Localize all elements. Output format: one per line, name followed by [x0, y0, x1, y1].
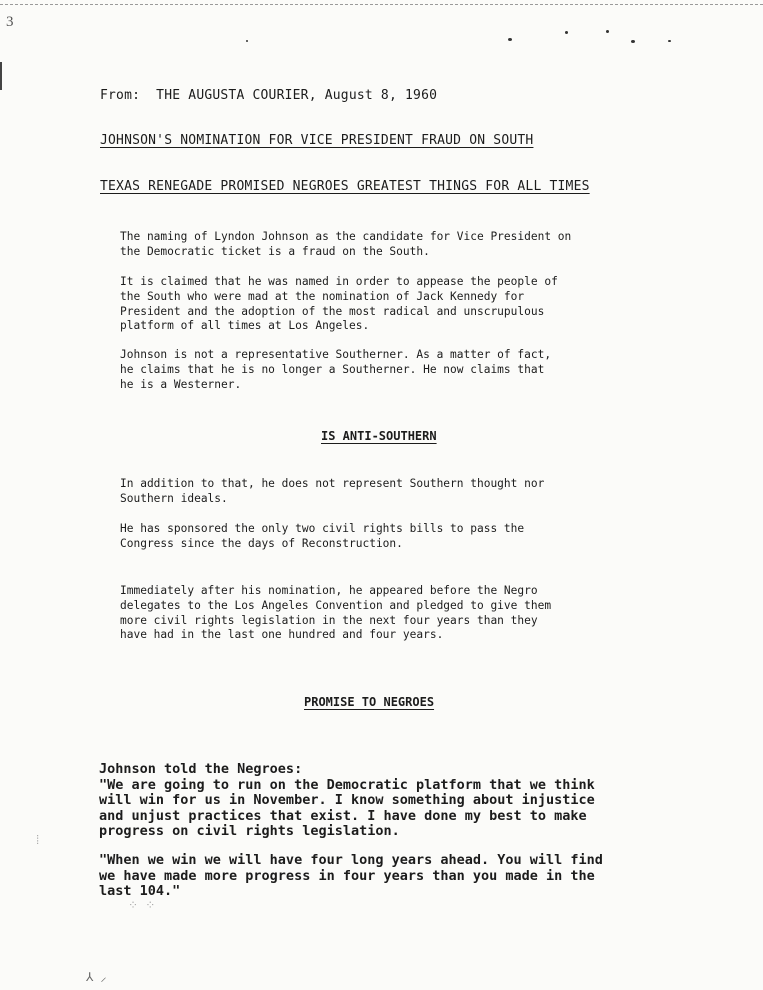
scan-smudge: ⁞: [34, 833, 42, 847]
scan-edge-mark: [0, 62, 2, 90]
quote-block: "When we win we will have four long years ahead. You will find we have made more progress in four years than you made in the last 104.": [99, 852, 603, 899]
headline-1: JOHNSON'S NOMINATION FOR VICE PRESIDENT FRAUD ON SOUTH: [100, 133, 534, 148]
scan-smudge: ⁘ ⁘: [128, 898, 156, 912]
page-top-border: [0, 4, 763, 5]
paragraph: The naming of Lyndon Johnson as the candidate for Vice President on the Democratic ticket is a fraud on the South.: [120, 230, 572, 258]
scan-speck: [565, 31, 568, 34]
headline-2: TEXAS RENEGADE PROMISED NEGROES GREATEST THINGS FOR ALL TIMES: [100, 179, 590, 194]
scan-speck: [668, 40, 671, 42]
scan-speck: [631, 40, 635, 43]
paragraph: It is claimed that he was named in order to appease the people of the South who were mad at the nomination of Jack Kennedy for President and the adoption of the most radical and unscrupulous platform of all times at Los Angeles.: [120, 275, 558, 333]
source-line: From: THE AUGUSTA COURIER, August 8, 1960: [100, 88, 438, 103]
paragraph: Immediately after his nomination, he appeared before the Negro delegates to the Los Angeles Convention and pledged to give them more civil rights legislation in the next four years than they have had in the last one hundred and four years.: [120, 584, 552, 642]
scan-speck: [246, 40, 248, 42]
subhead-promise: PROMISE TO NEGROES: [304, 695, 435, 709]
page-number: 3: [6, 14, 14, 30]
scan-speck: [606, 30, 609, 33]
subhead-anti-southern: IS ANTI-SOUTHERN: [321, 429, 437, 443]
paragraph: In addition to that, he does not represent Southern thought nor Southern ideals.: [120, 477, 545, 505]
scan-smudge: ⅄ ⸝: [86, 970, 107, 984]
quote-block: Johnson told the Negroes: "We are going to run on the Democratic platform that we think will win for us in November. I know something about injustice and unjust practices that exist. I have done my best to make progress on civil rights legislation.: [99, 761, 595, 839]
paragraph: He has sponsored the only two civil rights bills to pass the Congress since the days of Reconstruction.: [120, 522, 525, 550]
scan-speck: [508, 38, 512, 41]
paragraph: Johnson is not a representative Southerner. As a matter of fact, he claims that he is no longer a Southerner. He now claims that he is a Westerner.: [120, 348, 552, 391]
